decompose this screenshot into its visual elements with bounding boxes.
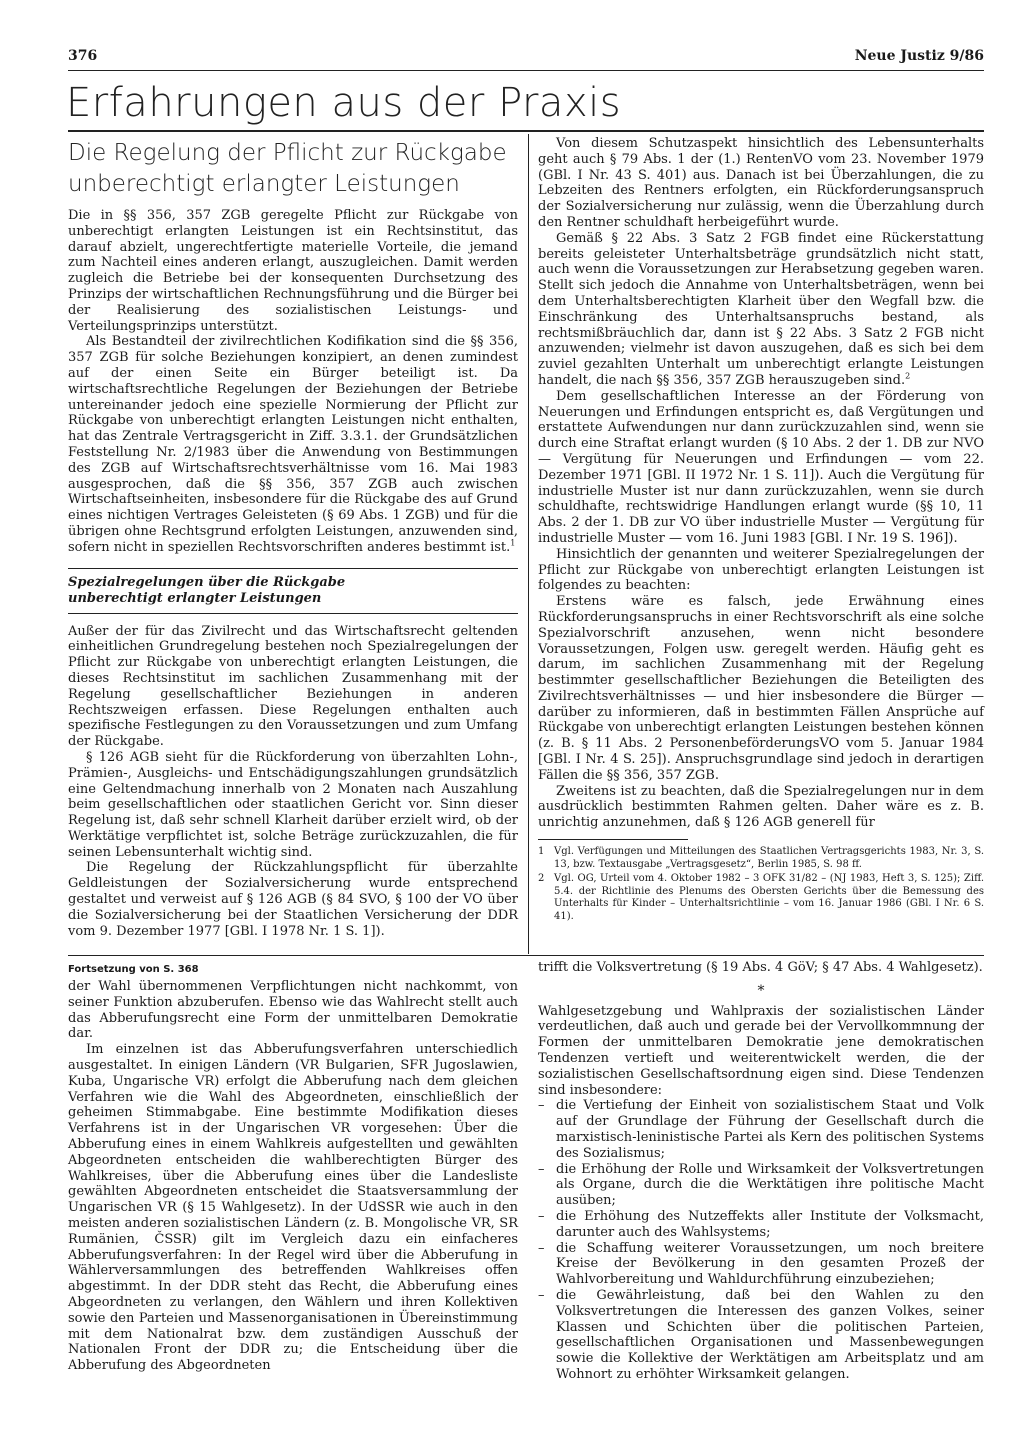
tendencies-list [538, 1098, 984, 1382]
paragraph: Dem gesellschaftlichen Interesse an der Förderung von Neuerungen und Erfindungen entspricht es, daß Vergütungen und erstattete Aufwendungen nur dann zurückzuzahlen sind, wenn sie durch eine Straftat erlangt wurden (§ 10 Abs. 2 der 1. DB zur NVO — Vergütung für Neuerungen und Erfindungen — vom 22. Dezember 1971 [GBl. II 1972 Nr. 1 S. 11]). Auch die Vergütung für industrielle Muster ist nur dann zurückzuzahlen, wenn sie durch schuldhafte, rechtswidrige Handlungen erlangt wurde (§§ 10, 11 Abs. 2 der 1. DB zur VO über industrielle Muster — Vergütung für industrielle Muster — vom 16. Juni 1983 [GBl. I Nr. 19 S. 196]). [538, 388, 984, 546]
journal-issue: Neue Justiz 9/86 [854, 48, 984, 64]
footnote-rule [538, 839, 688, 840]
footnote: 2 Vgl. OG, Urteil vom 4. Oktober 1982 – 3 OFK 31/82 – (NJ 1983, Heft 3, S. 125); Ziff. 5.4. der Richtlinie des Plenums des Obersten Gerichts über die Bemessung des Unterhalts für Kinder – Unterhaltsrichtlinie – vom 16. Januar 1986 (GBl. I Nr. 6 S. 41). [538, 873, 984, 922]
continuation-label: Fortsetzung von S. 368 [68, 964, 199, 975]
paragraph: Von diesem Schutzaspekt hinsichtlich des Lebensunterhalts geht auch § 79 Abs. 1 der (1.) RentenVO vom 23. November 1979 (GBl. I Nr. 43 S. 401) aus. Danach ist bei Überzahlungen, die zu Lebzeiten des Rentners erfolgten, ein Rückforderungsanspruch der Sozialversicherung nur zulässig, wenn die Überzahlung durch den Rentner schuldhaft herbeigeführt wurde. [538, 136, 984, 230]
article-column-left [68, 208, 518, 939]
paragraph: Die in §§ 356, 357 ZGB geregelte Pflicht zur Rückgabe von unberechtigt erlangten Leistungen ist ein Rechtsinstitut, das darauf abzielt, ungerechtfertigte materielle Vorteile, die jemand zum Nachteil eines anderen erlangt, auszugleichen. Damit werden zugleich die Betriebe bei der konsequenten Durchsetzung des Prinzips der wirtschaftlichen Rechnungsführung und die Bürger bei der Realisierung des sozialistischen Leistungs- und Verteilungsprinzips unterstützt. [68, 208, 518, 334]
paragraph: Im einzelnen ist das Abberufungsverfahren unterschiedlich ausgestaltet. In einigen Ländern (VR Bulgarien, SFR Jugoslawien, Kuba, Ungarische VR) erfolgt die Abberufung nach dem gleichen Verfahren wie die Wahl des Abgeordneten, einschließlich der geheimen Stimmabgabe. Eine bestimmte Modifikation dieses Verfahrens ist in der Ungarischen VR vorgesehen: Über die Abberufung eines in einem Wahlkreis aufgestellten und gewählten Abgeordneten entscheiden die wahlberechtigten Bürger des Wahlkreises, über die Abberufung eines über die Landesliste gewählten Abgeordneten entscheidet die Staatsversammlung der Ungarischen VR (§ 15 Wahlgesetz). In der UdSSR wie auch in den meisten anderen sozialistischen Ländern (z. B. Mongolische VR, SR Rumänien, ČSSR) gilt im Vergleich dazu ein einfacheres Abberufungsverfahren: In der Regel wird über die Abberufung in Wählerversammlungen des betreffenden Wahlkreises offen abgestimmt. In der DDR steht das Recht, die Abberufung eines Abgeordneten zu verlangen, den Wählern und ihren Kollektiven sowie den Parteien und Massenorganisationen in Übereinstimmung mit dem Nationalrat bzw. dem zuständigen Ausschuß der Nationalen Front der DDR zu; die Entscheidung über die Abberufung des Abgeordneten [68, 1042, 518, 1374]
paragraph: Die Regelung der Rückzahlungspflicht für überzahlte Geldleistungen der Sozialversicherung wurde entsprechend gestaltet und verweist auf § 126 AGB (§ 84 SVO, § 100 der VO über die Sozialversicherung bei der Staatlichen Versicherung der DDR vom 9. Dezember 1977 [GBl. I 1978 Nr. 1 S. 1]). [68, 860, 518, 939]
article-column-right [538, 136, 984, 925]
page-number: 376 [68, 48, 98, 64]
section-rule [68, 130, 984, 132]
footnote-ref: 2 [905, 371, 911, 381]
page-header [68, 48, 984, 68]
list-item: – die Erhöhung der Rolle und Wirksamkeit der Volksvertretungen als Organe, durch die die Werktätigen ihre politische Macht ausüben; [538, 1162, 984, 1209]
continuation-column-left [68, 963, 518, 1374]
section-title: Erfahrungen aus der Praxis [66, 80, 622, 126]
list-item: – die Schaffung weiterer Voraussetzungen, um noch breitere Kreise der Bevölkerung in den gesamten Prozeß der Wahlvorbereitung und Wahldurchführung einzubeziehen; [538, 1241, 984, 1288]
paragraph: Wahlgesetzgebung und Wahlpraxis der sozialistischen Länder verdeutlichen, daß auch und gerade bei der Vervollkommnung der Formen der unmittelbaren Demokratie jene demokratischen Tendenzen vertieft und weiterentwickelt werden, die der sozialistischen Gesellschaftsordnung eigen sind. Diese Tendenzen sind insbesondere: [538, 1003, 984, 1098]
paragraph: Außer der für das Zivilrecht und das Wirtschaftsrecht geltenden einheitlichen Grundregelung bestehen noch Spezialregelungen der Pflicht zur Rückgabe von unberechtigt erlangten Leistungen, die dieses Rechtsinstitut im sachlichen Zusammenhang mit der Regelung gesellschaftlicher Beziehungen in anderen Rechtszweigen erfassen. Diese Regelungen enthalten auch spezifische Festlegungen zu den Voraussetzungen und zum Umfang der Rückgabe. [68, 623, 518, 750]
footnote: 1 Vgl. Verfügungen und Mitteilungen des Staatlichen Vertragsgerichts 1983, Nr. 3, S. 13, bzw. Textausgabe „Vertragsgesetz“, Berlin 1985, S. 98 ff. [538, 846, 984, 870]
list-item: – die Vertiefung der Einheit von sozialistischem Staat und Volk auf der Grundlage der Führung der Gesellschaft durch die marxistisch-leninistische Partei als Kern des politischen Systems des Sozialismus; [538, 1098, 984, 1161]
paragraph: Hinsichtlich der genannten und weiterer Spezialregelungen der Pflicht zur Rückgabe von unberechtigt erlangten Leistungen ist folgendes zu beachten: [538, 546, 984, 594]
continuation-rule [68, 955, 984, 956]
footnote-ref: 1 [510, 538, 516, 548]
separator-asterisk: * [757, 982, 765, 999]
paragraph: trifft die Volksvertretung (§ 19 Abs. 4 GöV; § 47 Abs. 4 Wahlgesetz). [538, 960, 983, 975]
article-title-line1: Die Regelung der Pflicht zur Rückgabe [68, 140, 507, 166]
paragraph: Erstens wäre es falsch, jede Erwähnung eines Rückforderungsanspruchs in einer Rechtsvorschrift als eine solche Spezialvorschrift anzusehen, wenn nicht besondere Voraussetzungen, Folgen usw. geregelt werden. Häufig geht es darum, im sachlichen Zusammenhang mit der Regelung bestimmter gesellschaftlicher Beziehungen die Beteiligten des Zivilrechtsverhältnisses — und hier insbesondere die Bürger — darüber zu informieren, daß in bestimmten Fällen Ansprüche auf Rückgabe von unberechtigt erlangten Leistungen bestehen können (z. B. § 11 Abs. 2 PersonenbeförderungsVO vom 5. Januar 1984 [GBl. I Nr. 4 S. 25]). Anspruchsgrundlage sind jedoch in derartigen Fällen die §§ 356, 357 ZGB. [538, 594, 984, 783]
paragraph: der Wahl übernommenen Verpflichtungen nicht nachkommt, von seiner Funktion abzuberufen. Ebenso wie das Wahlrecht stellt auch das Abberufungsrecht eine Form der unmittelbaren Demokratie dar. [68, 979, 518, 1042]
paragraph: Zweitens ist zu beachten, daß die Spezialregelungen nur in dem ausdrücklich bestimmten Rahmen gelten. Daher wäre es z. B. unrichtig anzunehmen, daß § 126 AGB generell für [538, 783, 984, 831]
footnotes [538, 846, 984, 923]
header-rule [68, 70, 984, 71]
paragraph: Als Bestandteil der zivilrechtlichen Kodifikation sind die §§ 356, 357 ZGB für solche Beziehungen konzipiert, an denen zumindest auf der einen Seite ein Bürger beteiligt ist. Da wirtschaftsrechtliche Regelungen der Beziehungen der Betriebe untereinander jedoch eine spezielle Normierung der Pflicht zur Rückgabe von unberechtigt erlangten Leistungen nicht enthalten, hat das Zentrale Vertragsgericht in Ziff. 3.3.1. der Grundsätzlichen Feststellung Nr. 2/1983 über die Anwendung von Bestimmungen des ZGB auf Wirtschaftsrechtsverhältnisse vom 16. Mai 1983 ausgesprochen, daß die §§ 356, 357 ZGB auch zwischen Wirtschaftseinheiten, insbesondere für die Rückgabe des auf Grund eines nichtigen Vertrages Geleisteten (§ 69 Abs. 1 ZGB) und für die übrigen ohne Rechtsgrund erfolgten Leistungen, anzuwenden sind, sofern nicht in speziellen Rechtsvorschriften anderes bestimmt ist.$^1$ [68, 334, 518, 555]
paragraph: Gemäß § 22 Abs. 3 Satz 2 FGB findet eine Rückerstattung bereits geleisteter Unterhaltsbeträge grundsätzlich nicht statt, auch wenn die Voraussetzungen zur Herabsetzung gegeben waren. Stellt sich jedoch die Annahme von Unterhaltsbeträgen, wenn bei dem Unterhaltsberechtigten Klarheit über den Wegfall bzw. die Einschränkung des Unterhaltsanspruchs bestand, als rechtsmißbräuchlich dar, dann ist § 22 Abs. 3 Satz 2 FGB nicht anzuwenden; vielmehr ist davon auszugehen, daß es sich bei dem zuviel gezahlten Unterhalt um unberechtigt erlangte Leistungen handelt, die nach §§ 356, 357 ZGB herauszugeben sind.$^2$ [538, 230, 984, 388]
continuation-column-right [538, 960, 984, 1383]
article-title [68, 138, 518, 200]
subheading: Spezialregelungen über die Rückgabe unberechtigt erlangter Leistungen [68, 568, 518, 614]
column-divider [528, 134, 529, 954]
list-item: – die Gewährleistung, daß bei den Wahlen zu den Volksvertretungen die Interessen des ganzen Volkes, seiner Klassen und Schichten über die politischen Parteien, gesellschaftlichen Organisationen und Massenbewegungen sowie die Kollektive der Werktätigen am Arbeitsplatz und am Wohnort zu erhöhter Wirksamkeit gelangen. [538, 1288, 984, 1383]
paragraph: § 126 AGB sieht für die Rückforderung von überzahlten Lohn-, Prämien-, Ausgleichs- und Entschädigungszahlungen grundsätzlich eine Geltendmachung innerhalb von 2 Monaten nach Auszahlung beim gesellschaftlichen oder staatlichen Gericht vor. Sinn dieser Regelung ist, daß sehr schnell Klarheit darüber erzielt wird, ob der Werktätige verpflichtet ist, solche Beträge zurückzuzahlen, die für seinen Lebensunterhalt wichtig sind. [68, 749, 518, 860]
article-title-line2: unberechtigt erlangter Leistungen [68, 171, 460, 197]
list-item: – die Erhöhung des Nutzeffekts aller Institute der Volksmacht, darunter auch des Wahlsystems; [538, 1209, 984, 1241]
